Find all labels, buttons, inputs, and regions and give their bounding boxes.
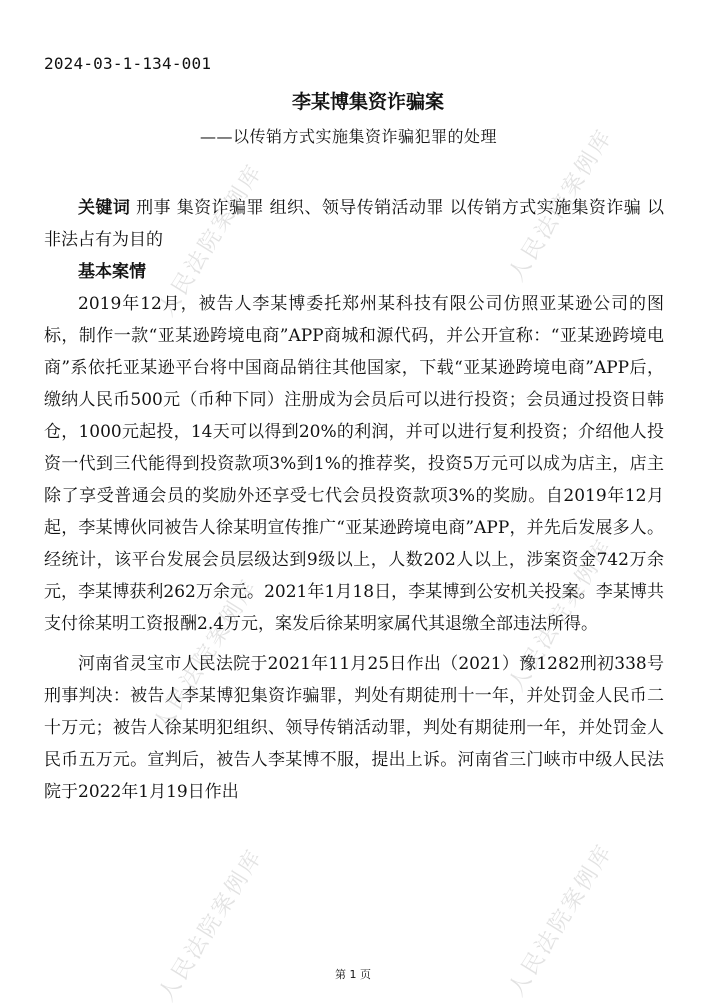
watermark: 人民法院案例库 bbox=[154, 844, 269, 1006]
keywords-text: 刑事 集资诈骗罪 组织、领导传销活动罪 以传销方式实施集资诈骗 以非法占有为目的 bbox=[44, 198, 664, 250]
page-footer: 第 1 页 bbox=[335, 968, 371, 981]
section-heading: 基本案情 bbox=[78, 262, 146, 282]
watermark: 人民法院案例库 bbox=[504, 534, 619, 696]
watermark: 人民法院案例库 bbox=[504, 124, 619, 286]
paragraph: 河南省灵宝市人民法院于2021年11月25日作出（2021）豫1282刑初338号刑事判决：被告人李某博犯集资诈骗罪，判处有期徒刑十一年，并处罚金人民币二十万元；被告人徐某明犯组织、领导传销活动罪，判处有期徒刑一年，并处罚金人民币五万元。宣判后，被告人李某博不服，提出上诉。河南省三门峡市中级人民法院于2022年1月19日作出 bbox=[44, 654, 664, 802]
watermark: 人民法院案例库 bbox=[149, 574, 264, 736]
watermark: 人民法院案例库 bbox=[154, 159, 269, 321]
document-body bbox=[44, 192, 664, 808]
document-title: 李某博集资诈骗案 bbox=[291, 91, 444, 113]
document-subtitle: ——以传销方式实施集资诈骗犯罪的处理 bbox=[200, 127, 498, 146]
paragraph: 2019年12月，被告人李某博委托郑州某科技有限公司仿照亚某逊公司的图标，制作一款“亚某逊跨境电商”APP商城和源代码，并公开宣称：“亚某逊跨境电商”系依托亚某逊平台将中国商品销往其他国家，下载“亚某逊跨境电商”APP后，缴纳人民币500元（币种下同）注册成为会员后可以进行投资；会员通过投资日韩仓，1000元起投，14天可以得到20%的利润，并可以进行复利投资；介绍他人投资一代到三代能得到投资款项3%到1%的推荐奖，投资5万元可以成为店主，店主除了享受普通会员的奖励外还享受七代会员投资款项3%的奖励。自2019年12月起，李某博伙同被告人徐某明宣传推广“亚某逊跨境电商”APP，并先后发展多人。经统计，该平台发展会员层级达到9级以上，人数202人以上，涉案资金742万余元，李某博获利262万余元。2021年1月18日，李某博到公安机关投案。李某博共支付徐某明工资报酬2.4万元，案发后徐某明家属代其退缴全部违法所得。 bbox=[44, 294, 664, 634]
keywords-line bbox=[44, 192, 664, 256]
watermark: 人民法院案例库 bbox=[504, 839, 619, 1001]
keywords-label: 关键词 bbox=[78, 198, 131, 218]
case-number: 2024-03-1-134-001 bbox=[44, 54, 212, 73]
